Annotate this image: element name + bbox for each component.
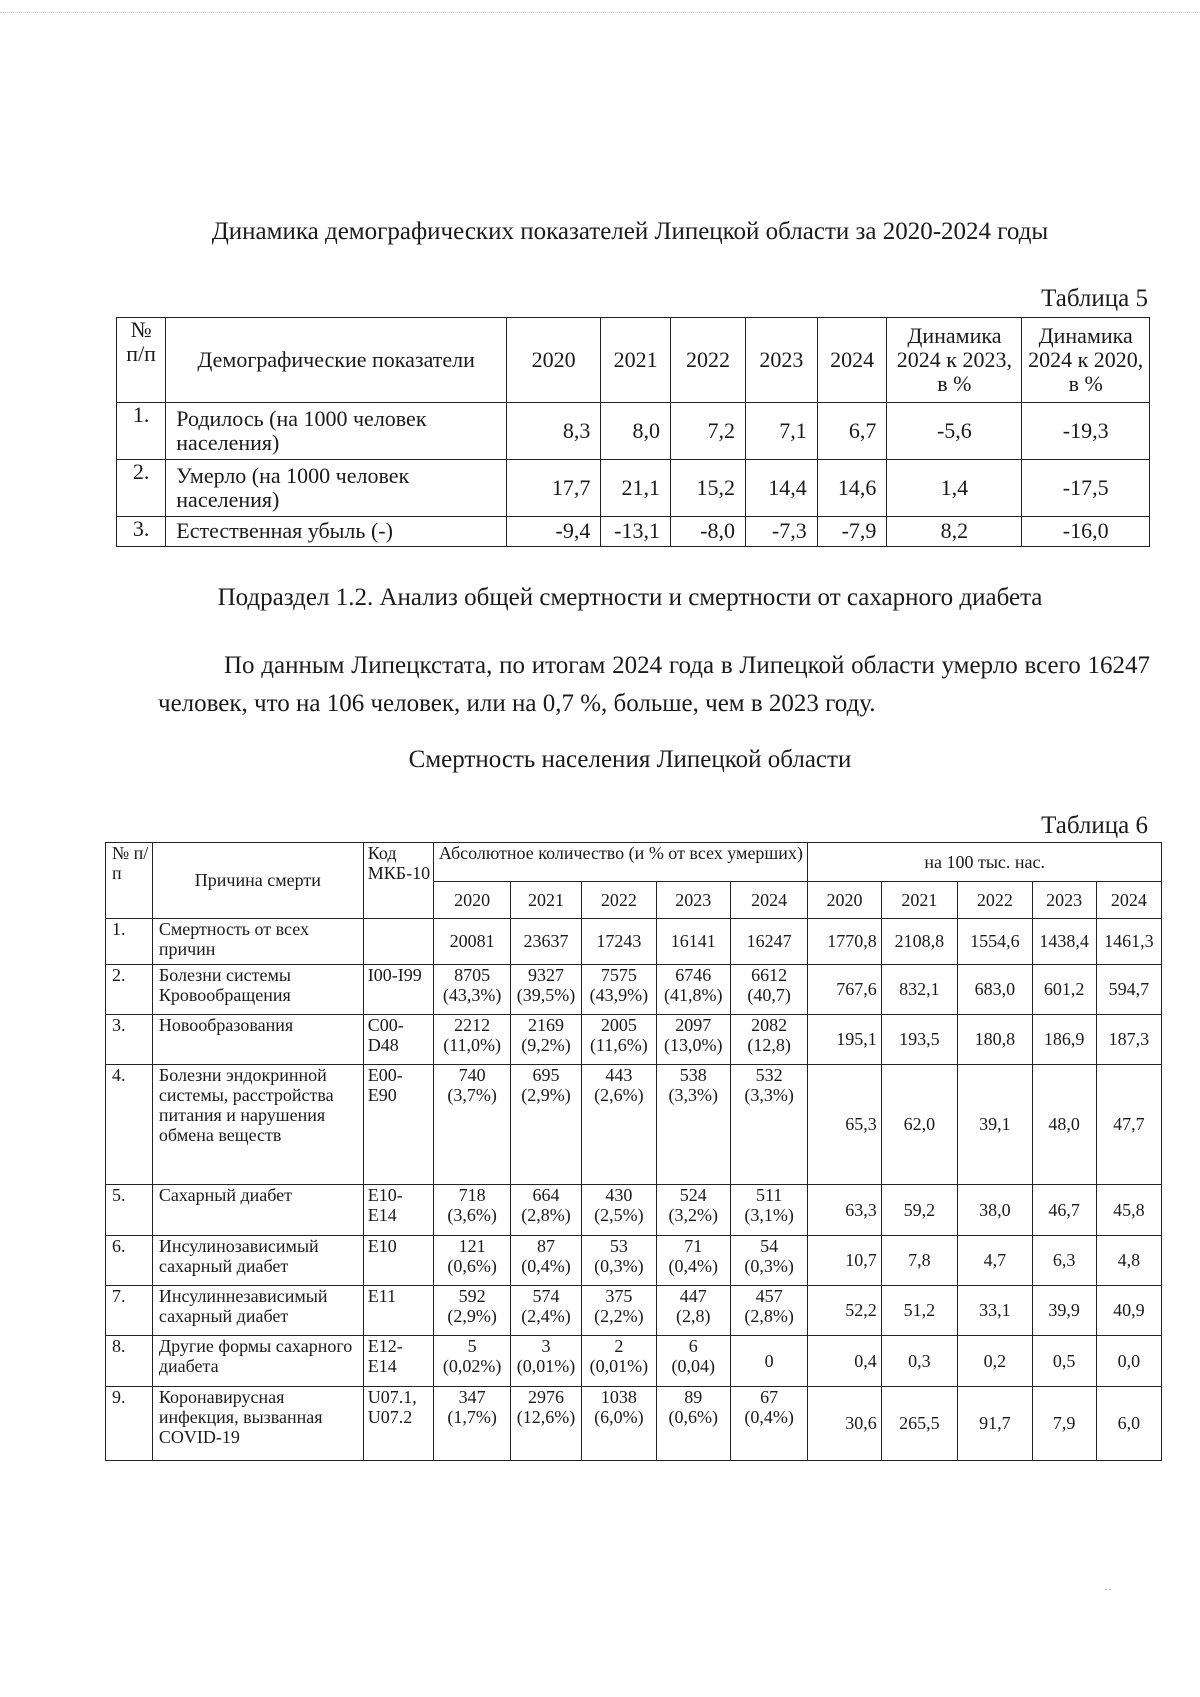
row-number: 3. [117,517,166,547]
absolute-count-cell [730,1065,807,1185]
value-cell: 14,4 [745,460,817,517]
count-value: 54 [760,1236,779,1256]
table-row [106,965,1162,1015]
count-value: 3 [541,1336,551,1356]
absolute-count-cell [656,1015,730,1065]
rate-cell: 39,1 [958,1065,1032,1185]
rate-cell: 832,1 [881,965,957,1015]
percent-value: (2,9%) [521,1085,571,1106]
percent-value: (0,3%) [594,1256,644,1277]
row-number: 7. [106,1286,153,1336]
percent-value: (0,01%) [589,1356,649,1377]
rate-cell: 45,8 [1096,1185,1161,1236]
percent-value: (2,8%) [744,1306,794,1327]
icd-code-cell: E12-E14 [363,1336,434,1387]
absolute-count-cell [656,1387,730,1461]
absolute-count-cell [656,965,730,1015]
count-value: 1038 [600,1387,637,1407]
header-cell: 2020 [507,318,601,403]
absolute-count-cell [434,965,510,1015]
table5-caption: Таблица 5 [1041,285,1148,312]
absolute-count-cell [656,1185,730,1236]
table-row [106,1185,1162,1236]
absolute-count-cell [730,919,807,965]
percent-value: (0,6%) [447,1256,497,1277]
percent-value: (3,1%) [744,1205,794,1226]
table-row [117,403,1150,460]
absolute-count-cell [434,1065,510,1185]
count-value: 443 [605,1065,633,1085]
count-value: 532 [755,1065,783,1085]
value-cell: 6,7 [817,403,887,460]
icd-code-cell: U07.1, U07.2 [363,1387,434,1461]
cause-cell: Болезни системы Кровообращения [152,965,363,1015]
count-value: 89 [684,1387,703,1407]
count-value: 2212 [454,1015,491,1035]
year-header: 2020 [434,882,510,919]
row-number: 2. [117,460,166,517]
count-value: 524 [679,1185,707,1205]
absolute-count-cell [510,1286,581,1336]
absolute-count-cell [730,965,807,1015]
absolute-count-cell [656,1236,730,1286]
year-header: 2020 [808,882,881,919]
rate-cell: 0,5 [1032,1336,1096,1387]
absolute-count-cell [582,1185,656,1236]
rate-cell: 4,7 [958,1236,1032,1286]
rate-cell: 0,0 [1096,1336,1161,1387]
absolute-count-cell [510,1236,581,1286]
indicator-cell: Умерло (на 1000 человек населения) [166,460,507,517]
count-value: 5 [467,1336,477,1356]
value-cell: -13,1 [601,517,671,547]
absolute-count-cell [656,1336,730,1387]
table6-caption: Таблица 6 [1041,812,1148,839]
absolute-count-cell [434,1015,510,1065]
rate-cell: 52,2 [808,1286,881,1336]
absolute-count-cell [510,965,581,1015]
count-value: 16247 [746,931,792,952]
header-cell: 2022 [670,318,745,403]
header-cell: Абсолютное количество (и % от всех умерших) [434,843,808,882]
rate-cell: 47,7 [1096,1065,1161,1185]
percent-value: (3,3%) [668,1085,718,1106]
header-cell: Причина смерти [152,843,363,919]
table-row [117,517,1150,547]
cause-cell: Инсулинозависимый сахарный диабет [152,1236,363,1286]
header-cell: Динамика 2024 к 2020, в % [1022,318,1150,403]
count-value: 121 [458,1236,486,1256]
percent-value: (41,8%) [663,985,723,1006]
rate-cell: 187,3 [1096,1015,1161,1065]
body-paragraph: По данным Липецкстата, по итогам 2024 года в Липецкой области умерло всего 16247 человек, что на 106 человек, или на 0,7 %, больше, чем в 2023 году. [158,652,1150,717]
rate-cell: 0,3 [881,1336,957,1387]
rate-cell: 40,9 [1096,1286,1161,1336]
absolute-count-cell [510,1336,581,1387]
table-row [106,1286,1162,1336]
count-value: 0 [764,1350,774,1371]
absolute-count-cell [510,1387,581,1461]
mortality-table [105,842,1162,1461]
absolute-count-cell [434,1336,510,1387]
header-cell: на 100 тыс. нас. [808,843,1162,882]
rate-cell: 51,2 [881,1286,957,1336]
percent-value: (40,7) [747,985,791,1006]
row-number: 2. [106,965,153,1015]
icd-code-cell: C00-D48 [363,1015,434,1065]
count-value: 511 [755,1185,783,1205]
header-cell: 2021 [601,318,671,403]
absolute-count-cell [730,1336,807,1387]
header-cell: Код МКБ-10 [363,843,434,919]
percent-value: (2,4%) [521,1306,571,1327]
absolute-count-cell [582,1286,656,1336]
rate-cell: 65,3 [808,1065,881,1185]
page-title: Динамика демографических показателей Липецкой области за 2020-2024 годы [211,218,1049,245]
percent-value: (0,4%) [744,1407,794,1428]
absolute-count-cell [434,1286,510,1336]
rate-cell: 59,2 [881,1185,957,1236]
rate-cell: 30,6 [808,1387,881,1461]
absolute-count-cell [730,1387,807,1461]
value-cell: 8,3 [507,403,601,460]
absolute-count-cell [510,1185,581,1236]
year-header: 2021 [510,882,581,919]
year-header: 2024 [1096,882,1161,919]
header-cell: Демографические показатели [166,318,507,403]
icd-code-cell: I00-I99 [363,965,434,1015]
absolute-count-cell [730,1015,807,1065]
rate-cell: 33,1 [958,1286,1032,1336]
percent-value: (2,8) [675,1306,711,1327]
table-row [106,1015,1162,1065]
rate-cell: 767,6 [808,965,881,1015]
percent-value: (12,6%) [516,1407,576,1428]
cause-cell: Инсулиннезависимый сахарный диабет [152,1286,363,1336]
icd-code-cell: E11 [363,1286,434,1336]
value-cell: 15,2 [670,460,745,517]
rate-cell: 180,8 [958,1015,1032,1065]
cause-cell: Новообразования [152,1015,363,1065]
percent-value: (43,9%) [589,985,649,1006]
absolute-count-cell [656,919,730,965]
absolute-count-cell [510,919,581,965]
count-value: 2082 [751,1015,788,1035]
percent-value: (2,9%) [447,1306,497,1327]
percent-value: (3,3%) [744,1085,794,1106]
header-cell: № п/п [117,318,166,403]
row-number: 6. [106,1236,153,1286]
absolute-count-cell [582,965,656,1015]
absolute-count-cell [656,1065,730,1185]
count-value: 6612 [751,965,788,985]
cause-cell: Сахарный диабет [152,1185,363,1236]
count-value: 430 [605,1185,633,1205]
count-value: 6 [688,1336,698,1356]
percent-value: (11,0%) [443,1035,502,1056]
table-header-row [106,843,1162,882]
value-cell: -16,0 [1022,517,1150,547]
percent-value: (43,3%) [442,985,502,1006]
percent-value: (0,02%) [442,1356,502,1377]
count-value: 23637 [523,931,569,952]
count-value: 53 [609,1236,628,1256]
icd-code-cell: E10-E14 [363,1185,434,1236]
absolute-count-cell [730,1185,807,1236]
count-value: 375 [605,1286,633,1306]
count-value: 2 [614,1336,624,1356]
rate-cell: 39,9 [1032,1286,1096,1336]
table-row [106,919,1162,965]
absolute-count-cell [730,1286,807,1336]
row-number: 5. [106,1185,153,1236]
value-cell: 8,0 [601,403,671,460]
percent-value: (6,0%) [594,1407,644,1428]
value-cell: 8,2 [887,517,1022,547]
value-cell: -7,3 [745,517,817,547]
percent-value: (2,6%) [594,1085,644,1106]
percent-value: (0,04) [671,1356,715,1377]
percent-value: (0,4%) [521,1256,571,1277]
indicator-cell: Естественная убыль (-) [166,517,507,547]
absolute-count-cell [656,1286,730,1336]
icd-code-cell: E00-E90 [363,1065,434,1185]
value-cell: -19,3 [1022,403,1150,460]
rate-cell: 1461,3 [1096,919,1161,965]
absolute-count-cell [434,1185,510,1236]
rate-cell: 193,5 [881,1015,957,1065]
percent-value: (0,01%) [516,1356,576,1377]
percent-value: (13,0%) [663,1035,723,1056]
rate-cell: 91,7 [958,1387,1032,1461]
table-row [106,1387,1162,1461]
table-row [106,1065,1162,1185]
cause-cell: Другие формы сахарного диабета [152,1336,363,1387]
absolute-count-cell [582,1236,656,1286]
table-row [106,1336,1162,1387]
count-value: 574 [532,1286,560,1306]
header-cell: 2023 [745,318,817,403]
count-value: 2169 [528,1015,565,1035]
row-number: 1. [117,403,166,460]
absolute-count-cell [582,1015,656,1065]
value-cell: 1,4 [887,460,1022,517]
percent-value: (0,6%) [668,1407,718,1428]
rate-cell: 1554,6 [958,919,1032,965]
table-header-row [117,318,1150,403]
value-cell: 7,2 [670,403,745,460]
percent-value: (3,2%) [668,1205,718,1226]
count-value: 8705 [454,965,491,985]
cause-cell: Болезни эндокринной системы, расстройства питания и нарушения обмена веществ [152,1065,363,1185]
absolute-count-cell [582,1336,656,1387]
count-value: 17243 [596,931,642,952]
year-header: 2022 [582,882,656,919]
count-value: 20081 [449,931,495,952]
rate-cell: 63,3 [808,1185,881,1236]
rate-cell: 46,7 [1032,1185,1096,1236]
count-value: 592 [458,1286,486,1306]
rate-cell: 6,0 [1096,1387,1161,1461]
rate-cell: 1438,4 [1032,919,1096,965]
count-value: 457 [755,1286,783,1306]
count-value: 6746 [675,965,712,985]
percent-value: (39,5%) [516,985,576,1006]
percent-value: (2,5%) [594,1205,644,1226]
absolute-count-cell [510,1065,581,1185]
count-value: 2097 [675,1015,712,1035]
count-value: 7575 [600,965,637,985]
demographics-table [116,317,1150,547]
header-cell: Динамика 2024 к 2023, в % [887,318,1022,403]
count-value: 71 [684,1236,703,1256]
value-cell: -7,9 [817,517,887,547]
rate-cell: 6,3 [1032,1236,1096,1286]
rate-cell: 62,0 [881,1065,957,1185]
percent-value: (1,7%) [447,1407,497,1428]
rate-cell: 1770,8 [808,919,881,965]
rate-cell: 7,9 [1032,1387,1096,1461]
value-cell: -17,5 [1022,460,1150,517]
header-cell: 2024 [817,318,887,403]
count-value: 2976 [528,1387,565,1407]
count-value: 16141 [670,931,716,952]
percent-value: (3,7%) [447,1085,497,1106]
row-number: 4. [106,1065,153,1185]
year-header: 2021 [881,882,957,919]
count-value: 695 [532,1065,560,1085]
rate-cell: 265,5 [881,1387,957,1461]
count-value: 718 [458,1185,486,1205]
value-cell: 21,1 [601,460,671,517]
count-value: 9327 [528,965,565,985]
count-value: 2005 [600,1015,637,1035]
count-value: 87 [537,1236,556,1256]
absolute-count-cell [582,1065,656,1185]
table-row [106,1236,1162,1286]
count-value: 664 [532,1185,560,1205]
rate-cell: 195,1 [808,1015,881,1065]
percent-value: (2,2%) [594,1306,644,1327]
indicator-cell: Родилось (на 1000 человек населения) [166,403,507,460]
value-cell: 7,1 [745,403,817,460]
rate-cell: 2108,8 [881,919,957,965]
absolute-count-cell [434,1236,510,1286]
header-cell: № п/п [106,843,153,919]
rate-cell: 0,4 [808,1336,881,1387]
rate-cell: 48,0 [1032,1065,1096,1185]
value-cell: -9,4 [507,517,601,547]
absolute-count-cell [434,919,510,965]
year-header: 2023 [656,882,730,919]
value-cell: 14,6 [817,460,887,517]
rate-cell: 601,2 [1032,965,1096,1015]
rate-cell: 38,0 [958,1185,1032,1236]
absolute-count-cell [434,1387,510,1461]
icd-code-cell [363,919,434,965]
rate-cell: 7,8 [881,1236,957,1286]
rate-cell: 10,7 [808,1236,881,1286]
count-value: 347 [458,1387,486,1407]
year-header: 2024 [730,882,807,919]
cause-cell: Коронавирусная инфекция, вызванная COVID-19 [152,1387,363,1461]
absolute-count-cell [582,919,656,965]
scan-mark: ·· [1104,1582,1112,1596]
icd-code-cell: E10 [363,1236,434,1286]
absolute-count-cell [582,1387,656,1461]
rate-cell: 0,2 [958,1336,1032,1387]
percent-value: (3,6%) [447,1205,497,1226]
scan-top-edge [0,12,1200,13]
row-number: 8. [106,1336,153,1387]
row-number: 3. [106,1015,153,1065]
count-value: 447 [679,1286,707,1306]
row-number: 9. [106,1387,153,1461]
cause-cell: Смертность от всех причин [152,919,363,965]
rate-cell: 186,9 [1032,1015,1096,1065]
percent-value: (12,8) [747,1035,791,1056]
absolute-count-cell [730,1236,807,1286]
percent-value: (9,2%) [521,1035,571,1056]
count-value: 740 [458,1065,486,1085]
year-header: 2023 [1032,882,1096,919]
count-value: 538 [679,1065,707,1085]
row-number: 1. [106,919,153,965]
value-cell: -5,6 [887,403,1022,460]
percent-value: (2,8%) [521,1205,571,1226]
table-row [117,460,1150,517]
value-cell: 17,7 [507,460,601,517]
rate-cell: 594,7 [1096,965,1161,1015]
table6-title: Смертность населения Липецкой области [408,746,852,773]
value-cell: -8,0 [670,517,745,547]
count-value: 67 [760,1387,779,1407]
rate-cell: 4,8 [1096,1236,1161,1286]
subsection-heading: Подраздел 1.2. Анализ общей смертности и смертности от сахарного диабета [217,584,1043,611]
year-header: 2022 [958,882,1032,919]
percent-value: (11,6%) [589,1035,648,1056]
percent-value: (0,3%) [744,1256,794,1277]
absolute-count-cell [510,1015,581,1065]
rate-cell: 683,0 [958,965,1032,1015]
percent-value: (0,4%) [668,1256,718,1277]
